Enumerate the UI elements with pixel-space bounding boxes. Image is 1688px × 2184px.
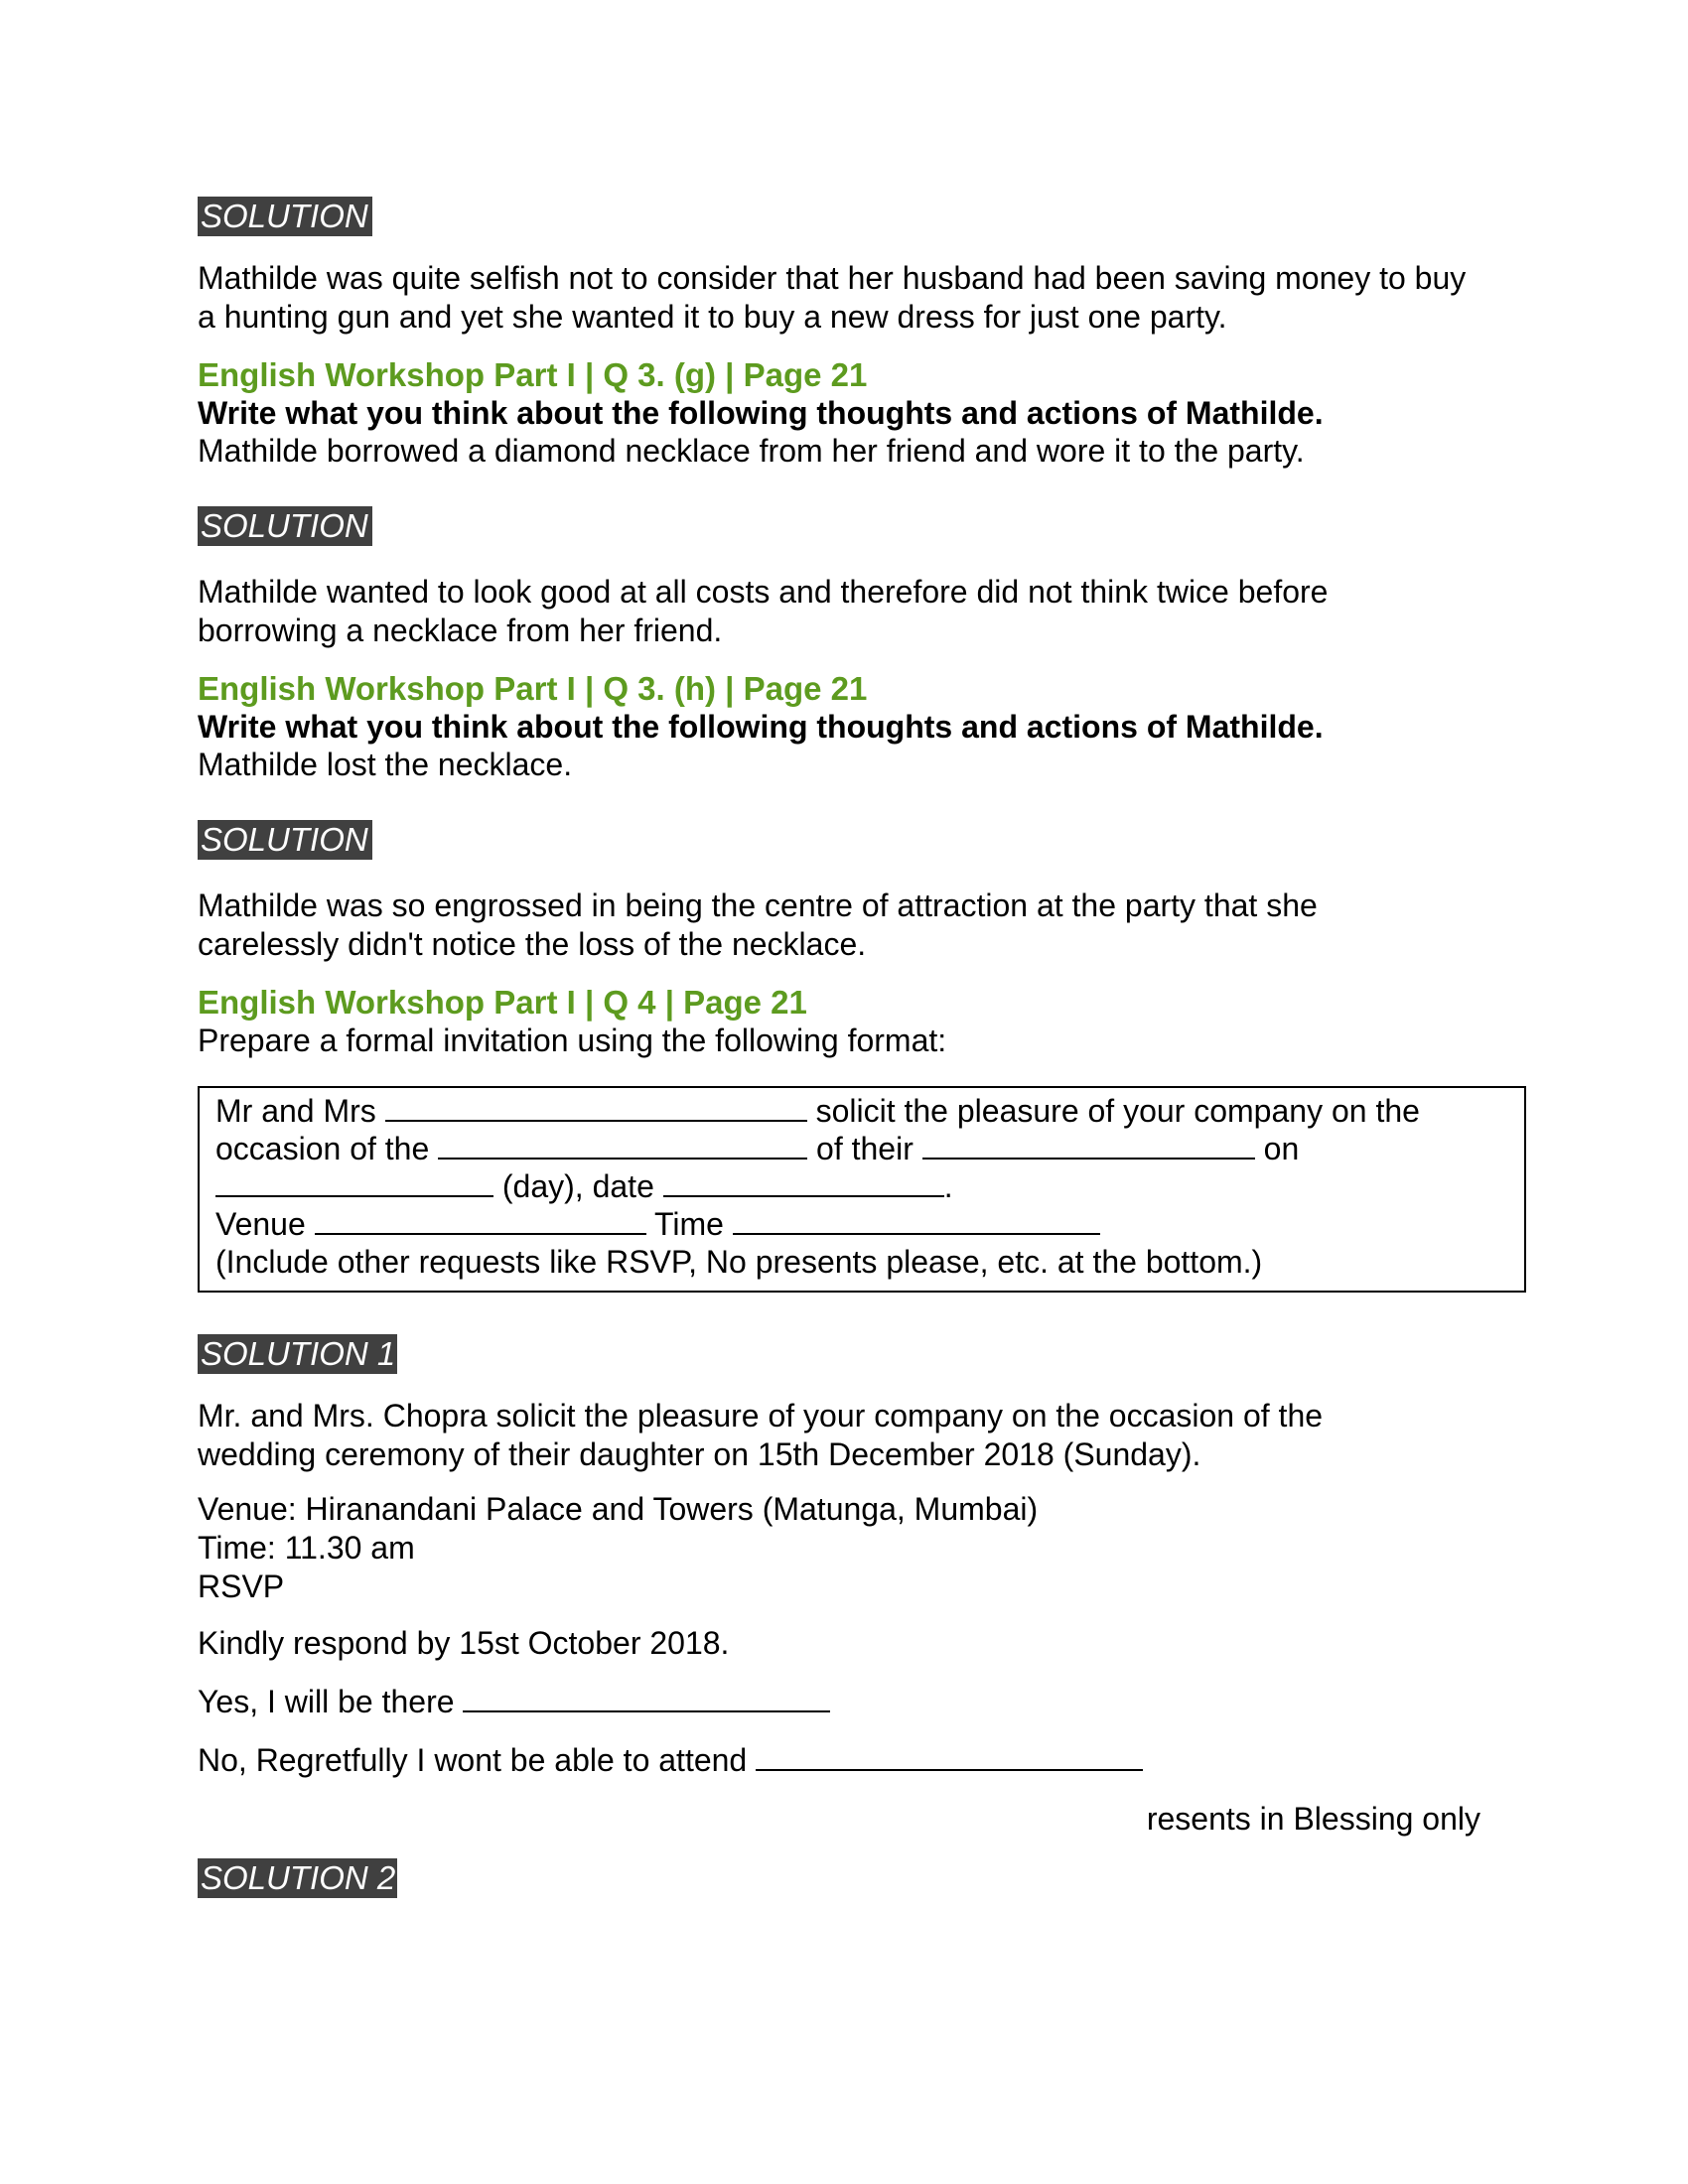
format-occasion: occasion of the [215, 1131, 430, 1166]
solution-label: SOLUTION [198, 197, 372, 236]
solution-1-badge [198, 1334, 1528, 1379]
solution-1-time: Time: 11.30 am [198, 1530, 415, 1566]
question-ref-g: English Workshop Part I | Q 3. (g) | Page 21 [198, 356, 868, 393]
blank-venue [315, 1205, 646, 1235]
format-venue: Venue [215, 1206, 306, 1242]
blank-no [756, 1741, 1143, 1771]
solution-1-respond: Kindly respond by 15st October 2018. [198, 1625, 730, 1661]
solution-1-yes: Yes, I will be there [198, 1684, 455, 1719]
solution-label: SOLUTION [198, 506, 372, 546]
question-ref-4: English Workshop Part I | Q 4 | Page 21 [198, 984, 807, 1021]
solution-badge [198, 197, 1528, 241]
format-on: on [1263, 1131, 1300, 1166]
solution-1-no: No, Regretfully I wont be able to attend [198, 1742, 748, 1778]
format-day-date: (day), date [501, 1168, 654, 1204]
solution-1-no-line [198, 1741, 1528, 1780]
blank-yes [463, 1683, 830, 1712]
solution-1-presents: resents in Blessing only [1146, 1801, 1480, 1837]
solution-1-label: SOLUTION 1 [198, 1334, 397, 1374]
solution-1-venue: Venue: Hiranandani Palace and Towers (Matunga, Mumbai) [198, 1491, 1039, 1527]
solution-1-invite: Mr. and Mrs. Chopra solicit the pleasure of your company on the occasion of the wedding ceremony of their daughter on 15th December 2018 (Sunday). [198, 1398, 1324, 1472]
format-line-1 [215, 1092, 1510, 1130]
format-mr-mrs: Mr and Mrs [215, 1093, 376, 1129]
format-line-2 [215, 1130, 1510, 1167]
question-prompt-g: Write what you think about the following thoughts and actions of Mathilde. [198, 395, 1324, 431]
question-statement-h: Mathilde lost the necklace. [198, 747, 573, 782]
document-page [198, 197, 1528, 1903]
solution-1-rsvp: RSVP [198, 1569, 285, 1604]
solution-badge [198, 506, 1528, 551]
format-line-3 [215, 1167, 1510, 1205]
solution-badge [198, 820, 1528, 865]
question-ref-h: English Workshop Part I | Q 3. (h) | Page 21 [198, 670, 868, 707]
format-time: Time [653, 1206, 724, 1242]
blank-relation [922, 1130, 1255, 1160]
blank-day [215, 1167, 493, 1197]
solution-label: SOLUTION [198, 820, 372, 860]
format-note: (Include other requests like RSVP, No presents please, etc. at the bottom.) [215, 1244, 1263, 1280]
question-instruction-4: Prepare a formal invitation using the following format: [198, 1023, 947, 1058]
blank-date [663, 1167, 944, 1197]
format-period: . [943, 1168, 953, 1204]
question-prompt-h: Write what you think about the following thoughts and actions of Mathilde. [198, 709, 1324, 745]
answer-g-text: Mathilde was quite selfish not to consider that her husband had been saving money to buy a hunting gun and yet she wanted it to buy a new dress for just one party. [198, 260, 1467, 335]
blank-occasion [438, 1130, 807, 1160]
question-statement-g: Mathilde borrowed a diamond necklace from her friend and wore it to the party. [198, 433, 1305, 469]
invitation-format-box [198, 1086, 1526, 1293]
answer-necklace-text: Mathilde wanted to look good at all costs and therefore did not think twice before borrowing a necklace from her friend. [198, 574, 1329, 648]
blank-names [385, 1092, 807, 1122]
solution-2-label: SOLUTION 2 [198, 1858, 397, 1898]
solution-1-yes-line [198, 1683, 1528, 1721]
solution-2-badge [198, 1858, 1528, 1903]
format-of-their: of their [816, 1131, 914, 1166]
blank-time [733, 1205, 1100, 1235]
answer-h-text: Mathilde was so engrossed in being the centre of attraction at the party that she carelessly didn't notice the loss of the necklace. [198, 887, 1318, 962]
format-solicit: solicit the pleasure of your company on the [815, 1093, 1420, 1129]
format-line-4 [215, 1205, 1510, 1243]
